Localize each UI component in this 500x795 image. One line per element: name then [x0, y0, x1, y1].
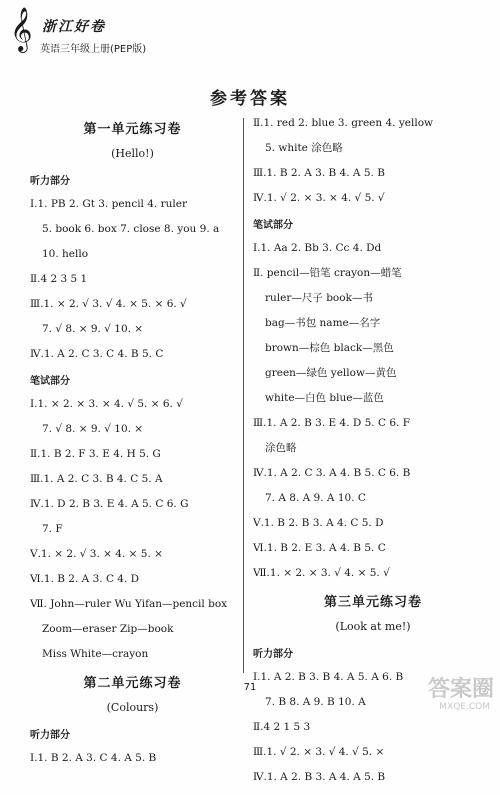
answer-line: Ⅳ.1. A 2. B 3. A 4. A 5. B — [253, 771, 386, 783]
answer-line: Ⅳ.1. A 2. C 3. A 4. B 5. C 6. B — [253, 467, 411, 479]
page-title: 参考答案 — [210, 89, 290, 109]
section-heading: 听力部分 — [30, 176, 70, 187]
page-number: 71 — [243, 682, 257, 693]
answer-line: Ⅰ.1. PB 2. Gt 3. pencil 4. ruler — [30, 198, 187, 210]
answer-line: bag—书包 name—名字 — [265, 317, 381, 329]
answer-line: 7. F — [42, 523, 63, 535]
answer-line: Ⅴ.1. B 2. B 3. A 4. C 5. D — [253, 517, 384, 529]
section-heading: 听力部分 — [253, 649, 293, 660]
answer-line: Ⅶ. John—ruler Wu Yifan—pencil box — [30, 598, 228, 610]
watermark-text: 答案圈 — [427, 677, 494, 702]
answer-line: 5. white 涂色略 — [265, 142, 343, 154]
answer-line: Ⅲ.1. × 2. √ 3. √ 4. × 5. × 6. √ — [30, 298, 187, 310]
answer-line: Ⅲ.1. √ 2. × 3. √ 4. √ 5. × — [253, 746, 385, 758]
answer-line: Ⅰ.1. Aa 2. Bb 3. Cc 4. Dd — [253, 242, 382, 254]
answer-line: Ⅶ.1. × 2. × 3. √ 4. × 5. √ — [253, 567, 390, 579]
section-heading: 听力部分 — [30, 730, 70, 741]
answer-line: Ⅳ.1. √ 2. × 3. × 4. √ 5. √ — [253, 192, 385, 204]
column-divider — [243, 118, 244, 673]
answer-line: Ⅱ.1. B 2. F 3. E 4. H 5. G — [30, 448, 161, 460]
answer-line: Ⅱ.4 2 1 5 3 — [253, 721, 311, 733]
section-heading: 笔试部分 — [30, 376, 70, 387]
answer-line: 7. √ 8. × 9. √ 10. × — [42, 423, 144, 435]
answer-line: Ⅴ.1. × 2. √ 3. × 4. × 5. × — [30, 548, 163, 560]
unit-title: 第一单元练习卷 — [83, 122, 182, 137]
unit-subtitle: (Colours) — [106, 701, 159, 714]
music-clef-icon: 𝄞 — [10, 7, 33, 51]
brand-name: 浙江好卷 — [42, 19, 106, 35]
answer-line: 7. A 8. A 9. A 10. C — [265, 492, 366, 504]
answer-line: green—绿色 yellow—黄色 — [265, 367, 397, 379]
unit-subtitle: (Look at me!) — [335, 620, 411, 633]
answer-line: ruler—尺子 book—书 — [265, 292, 373, 304]
unit-subtitle: (Hello!) — [111, 147, 154, 160]
watermark-logo — [404, 672, 494, 718]
answer-line: Ⅲ.1. A 2. B 3. E 4. D 5. C 6. F — [253, 417, 410, 429]
answer-line: Ⅰ.1. A 2. B 3. B 4. A 5. A 6. B — [253, 671, 404, 683]
answer-line: Ⅳ.1. A 2. C 3. C 4. B 5. C — [30, 348, 164, 360]
answer-line: Ⅰ.1. × 2. × 3. × 4. √ 5. × 6. √ — [30, 398, 183, 410]
answer-line: Ⅱ.4 2 3 5 1 — [30, 273, 88, 285]
answer-line: brown—棕色 black—黑色 — [265, 342, 394, 354]
section-heading: 笔试部分 — [253, 220, 293, 231]
brand-header — [10, 6, 240, 64]
answer-line: 涂色略 — [265, 442, 297, 454]
answer-line: Ⅱ. pencil—铅笔 crayon—蜡笔 — [253, 267, 402, 279]
answer-line: 5. book 6. box 7. close 8. you 9. a — [42, 223, 220, 235]
answer-line: 7. √ 8. × 9. √ 10. × — [42, 323, 144, 335]
unit-title: 第二单元练习卷 — [83, 676, 182, 691]
answer-line: Ⅲ.1. A 2. C 3. B 4. C 5. A — [30, 473, 163, 485]
brand-subtitle: 英语三年级上册(PEP版) — [40, 44, 147, 55]
answer-line: Ⅳ.1. D 2. B 3. E 4. A 5. C 6. G — [30, 498, 189, 510]
answer-line: white—白色 blue—蓝色 — [265, 392, 384, 404]
answer-line: Zoom—eraser Zip—book — [42, 623, 174, 635]
answer-line: 7. B 8. A 9. B 10. A — [265, 696, 366, 708]
answer-line: Ⅵ.1. B 2. E 3. A 4. B 5. C — [253, 542, 386, 554]
answer-column-left — [30, 116, 235, 776]
unit-title: 第三单元练习卷 — [323, 595, 422, 610]
watermark-url: MXQE.COM — [439, 702, 490, 712]
answer-line: Ⅲ.1. B 2. A 3. B 4. A 5. B — [253, 167, 385, 179]
answer-line: Ⅵ.1. B 2. A 3. C 4. D — [30, 573, 140, 585]
answer-line: 10. hello — [42, 248, 89, 260]
answer-line: Ⅰ.1. B 2. A 3. C 4. A 5. B — [30, 752, 157, 764]
answer-line: Miss White—crayon — [42, 648, 149, 660]
answer-line: Ⅱ.1. red 2. blue 3. green 4. yellow — [253, 117, 434, 129]
